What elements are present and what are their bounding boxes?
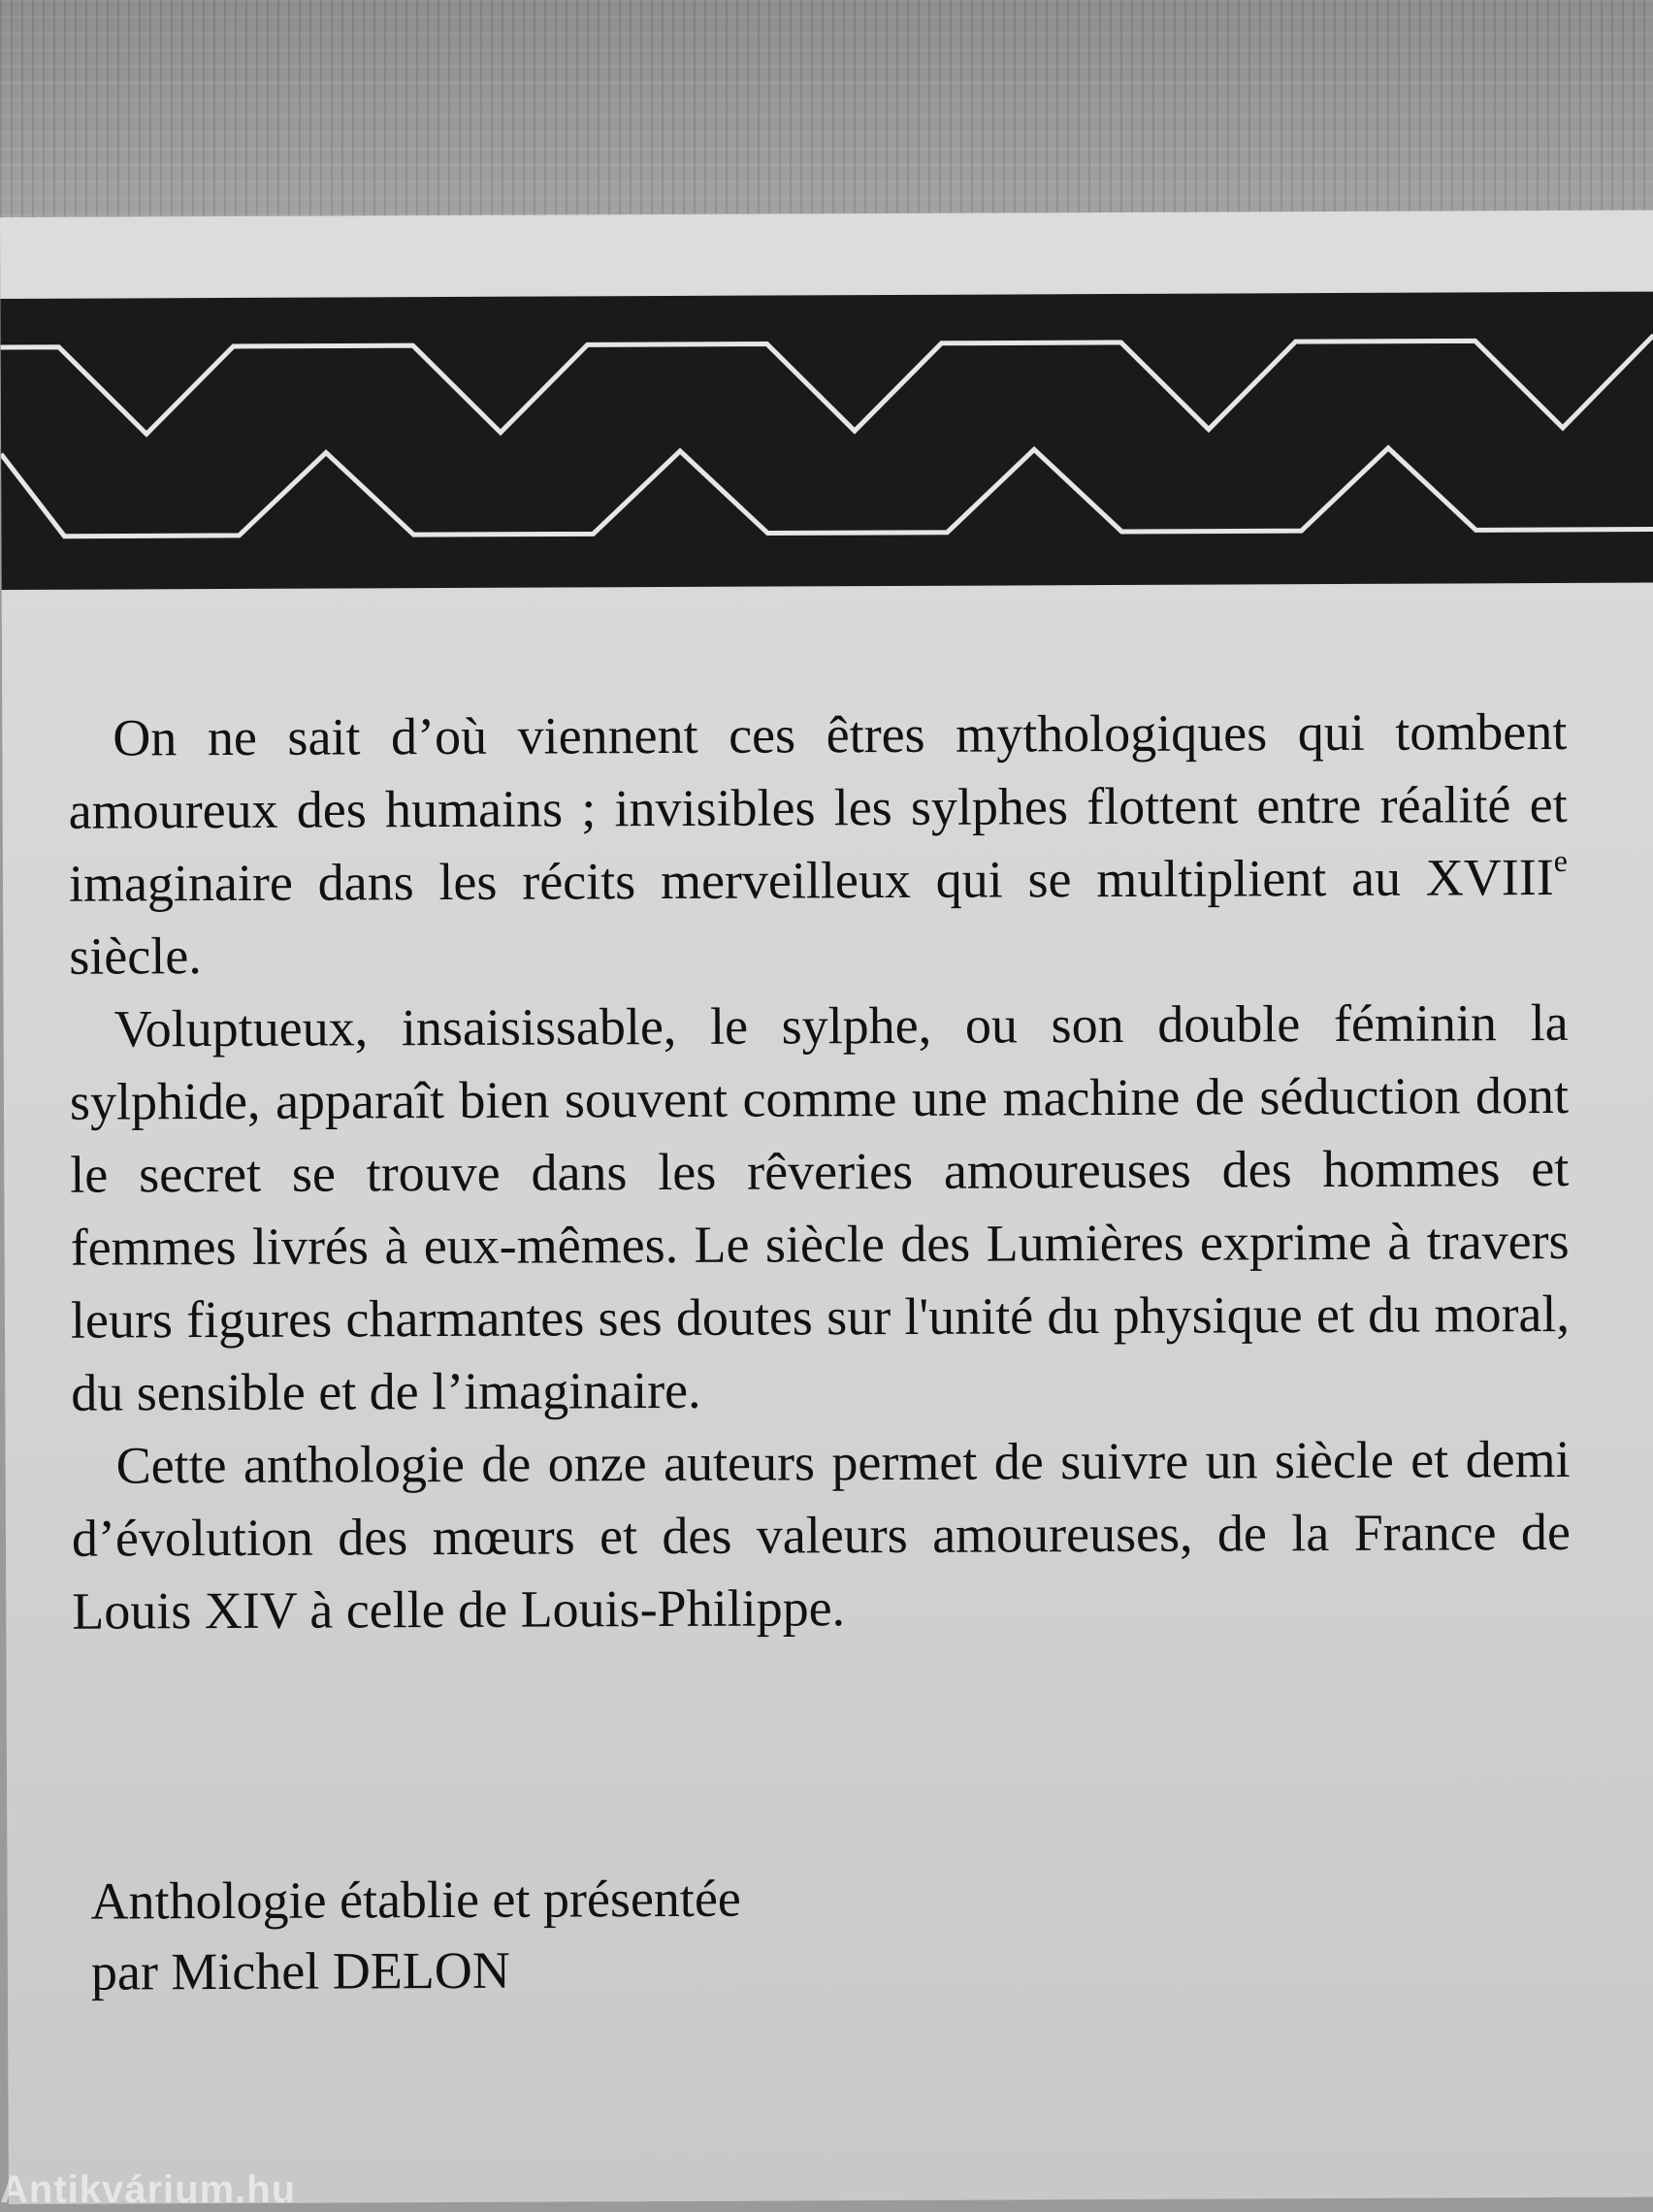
book-back-cover bbox=[0, 211, 1653, 2204]
decorative-band bbox=[0, 292, 1653, 590]
upper-zigzag-line bbox=[1, 336, 1653, 435]
credit-line-1: Anthologie établie et présentée bbox=[90, 1869, 741, 1931]
blurb-text bbox=[68, 696, 1571, 1648]
blurb-paragraph-1 bbox=[68, 696, 1568, 993]
blurb-paragraph-2: Voluptueux, insaisissable, le sylphe, ou son double féminin la sylphide, apparaît bien souvent comme une machine de séduction dont le secret se trouve dans les rêveries amoureuses des hommes et femmes livrés à eux-mêmes. Le siècle des Lumières exprime à travers leurs figures charmantes ses doutes sur l'unité du physique et du moral, du sensible et de l’imaginaire. bbox=[69, 992, 1571, 1422]
superscript-e: e bbox=[1553, 842, 1568, 879]
credit-line-2: par Michel DELON bbox=[90, 1940, 510, 2001]
blurb-paragraph-3: Cette anthologie de onze auteurs permet de suivre un siècle et demi d’évolution des mœurs et des valeurs amoureuses, de la France de Louis XIV à celle de Louis-Philippe. bbox=[71, 1429, 1572, 1641]
zigzag-ornament bbox=[0, 292, 1653, 590]
watermark: Antikvárium.hu bbox=[0, 2168, 297, 2211]
table-background bbox=[0, 0, 1653, 233]
blurb-paragraph-1-text: On ne sait d’où viennent ces êtres mythologiques qui tombent amoureux des humains ; invisibles les sylphes flottent entre réalité et imaginaire dans les récits merveilleux qui se multiplient au XVIII bbox=[68, 701, 1568, 913]
blurb-paragraph-1-end: siècle. bbox=[69, 927, 202, 986]
lower-zigzag-line bbox=[1, 447, 1653, 537]
editor-credit bbox=[90, 1862, 1158, 2008]
